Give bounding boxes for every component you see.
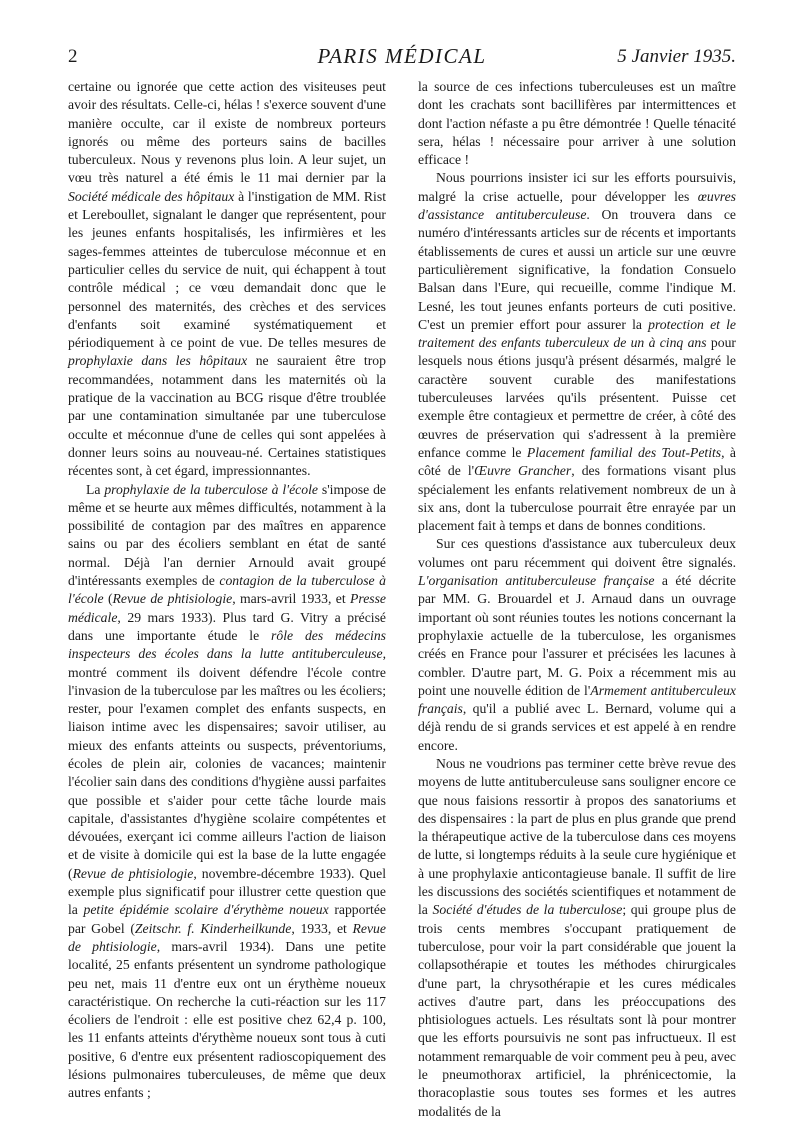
italic-text: œuvres d'assistance antituberculeuse — [418, 188, 736, 223]
text-run: ( — [103, 591, 113, 607]
italic-text: Presse médicale — [68, 591, 386, 625]
italic-text: Société d'études de la tuberculose — [432, 902, 623, 918]
text-run: , des formations visant plus spécialement les enfants relativement nombreux de un à six ans, dont la tuberculose pourrait être enrayée par un placement fait à temps et dans de bonnes conditions. — [418, 463, 736, 534]
italic-text: Placement familial des Tout-Petits — [526, 444, 722, 460]
right-column — [418, 78, 736, 1121]
italic-text: Armement antituberculeux français — [418, 682, 736, 717]
italic-text: Société médicale des hôpitaux — [68, 188, 235, 204]
italic-text: prophylaxie dans les hôpitaux — [68, 353, 248, 369]
text-run: rapportée par Gobel ( — [68, 902, 386, 936]
left-column — [68, 78, 386, 1103]
text-run: La — [86, 481, 105, 497]
italic-text: petite épidémie scolaire d'érythème noueux — [83, 902, 329, 918]
text-run: . On trouvera dans ce numéro d'intéressants articles sur de récents et importants établissements de cures et aussi un article sur une œuvre particulièrement significative, la fondation Consuelo Balsan dans l'Eure, qui recueille, comme l'indique M. Lesné, les tout jeunes enfants porteurs de cuti positive. C'est un premier effort pour assurer la — [418, 207, 736, 332]
paragraph — [418, 78, 736, 169]
italic-text: L'organisation antituberculeuse française — [418, 573, 655, 589]
text-run: Nous pourrions insister ici sur les efforts poursuivis, malgré la crise actuelle, pour développer les — [418, 170, 736, 204]
paragraph — [418, 535, 736, 755]
text-run: ; qui groupe plus de trois cents membres s'occupant pratiquement de tuberculose, pour voir la part considérable que jouent la collapsothérapie et toutes les méthodes chirurgicales d'une part, la chrysothérapie et les cures médicales actives d'autre part, dans les préoccupations des phtisiologues actuels. Les résultats sont là pour montrer que les efforts poursuivis ne sont pas infructueux. Il est notamment remarquable de voir comment peu à peu, avec le pneumothorax artificiel, la phrénicectomie, la thoracoplastie sous toutes ses formes et les autres modalités de la — [418, 902, 736, 1119]
text-run: , 29 mars 1933). Plus tard G. Vitry a précisé dans une importante étude le — [68, 609, 386, 643]
paragraph — [68, 78, 386, 481]
issue-date: 5 Janvier 1935. — [617, 46, 736, 67]
paragraph — [418, 169, 736, 535]
text-run: ne sauraient être trop recommandées, notamment dans les maternités où la pratique de la vaccination au BCG risque d'être troublée par une contamination simultanée par une tuberculose occulte et méconnue d'une de celles qui sont appelées à donner leurs soins au nouveau-né. Certaines statistiques récentes sont, à cet égard, impressionnantes. — [68, 353, 386, 479]
text-run: la source de ces infections tuberculeuses est un maître dont les crachats sont bacillifères par intermittences et dont l'action néfaste a pu être démontrée ! Quelle ténacité sera, hélas ! nécessaire pour arriver à une solution efficace ! — [418, 79, 736, 168]
text-run: , novembre-décembre 1933). Quel exemple plus significatif pour illustrer cette question que la — [68, 865, 387, 918]
italic-text: Revue de phtisiologie — [72, 865, 194, 881]
page-header — [68, 44, 736, 70]
italic-text: protection et le traitement des enfants tuberculeux de un à cinq ans — [418, 316, 736, 351]
text-run: à l'instigation de MM. Rist et Lereboullet, signalant le danger que représentent, pour les jeunes enfants hospitalisés, les infirmières et les sages-femmes atteintes de tuberculose méconnue et en particulier celles du service de nuit, qui échappent à tout contrôle médical ; ce vœu demandait donc que le personnel des maternités, des crèches et des services d'enfants soit examiné systématiquement et périodiquement à ce point de vue. De telles mesures de — [68, 188, 386, 351]
paragraph — [68, 481, 386, 1103]
italic-text: contagion de la tuberculose à l'école — [68, 573, 386, 607]
text-run: s'impose de même et se heurte aux mêmes difficultés, notamment à la possibilité de contagion par des maîtres en apparence sains ou par des écoliers semblant en état de santé normal. Déjà l'an dernier Arnould avait groupé d'intéressants exemples de — [68, 481, 387, 589]
text-run: a été décrite par MM. G. Brouardel et J. Arnaud dans un ouvrage important où sont réunies toutes les notions concernant la prophylaxie actuelle de la tuberculose, les organismes créés en France pour l'assurer et précisées les lacunes à combler. D'autre part, M. G. Poix a récemment mis au point une nouvelle édition de l' — [418, 573, 736, 698]
text-run: , montré comment ils doivent défendre l'école contre l'invasion de la tuberculose par les maîtres ou les écoliers; rester, pour l'examen complet des enfants suspects, en liaison intime avec les dispensaires; savoir utiliser, au mieux des enfants atteints ou suspects, préventoriums, écoles de plein air, colonies de vacances; maintenir l'écolier sain dans des conditions d'hygiène aussi parfaites que possible et s'aider pour cette tâche lourde mais capitale, d'assistantes d'hygiène scolaire compétentes et dévouées, exerçant ici comme ailleurs l'action de liaison et de visite à domicile qui est la base de la lutte engagée ( — [68, 646, 386, 881]
italic-text: rôle des médecins inspecteurs des écoles dans la lutte antituberculeuse — [68, 627, 386, 662]
text-run: pour lesquels nous étions jusqu'à présent désarmés, malgré le caractère souvent curable des manifestations tuberculeuses larvées qu'ils présentent. Puisse cet exemple être contagieux et permettre de créer, à côté des œuvres de préservation qui s'adressent à la première enfance comme le — [418, 335, 736, 460]
page-number: 2 — [68, 46, 78, 67]
italic-text: prophylaxie de la tuberculose à l'école — [104, 481, 318, 497]
italic-text: Revue de phtisiologie — [112, 591, 233, 607]
text-run: certaine ou ignorée que cette action des visiteuses peut avoir des résultats. Celle-ci, hélas ! s'exerce souvent d'une manière occulte, car il existe de nombreux porteurs ignorés ou même des porteurs sains de bacilles tuberculeux. Nous y revenons plus loin. A leur sujet, un vœu très naturel a été émis le 11 mai dernier par la — [68, 79, 386, 186]
paragraph — [418, 755, 736, 1121]
text-run: , mars-avril 1933, et — [232, 591, 351, 607]
text-run: , 1933, et — [291, 920, 353, 936]
text-run: Nous ne voudrions pas terminer cette brève revue des moyens de lutte antituberculeuse sans souligner encore ce que nous faisions ressortir à propos des sanatoriums et des dispensaires : la part de plus en plus grande que prend la thérapeutique active de la tuberculose dans ces moyens de lutte, si longtemps réduits à la seule cure hygiénique et à une prophylaxie anticontagieuse banale. Il suffit de lire les discussions des sociétés scientifiques et notamment de la — [418, 755, 736, 918]
text-run: Sur ces questions d'assistance aux tuberculeux deux volumes ont paru récemment qui doivent être signalés. — [418, 536, 736, 570]
journal-title: PARIS MÉDICAL — [317, 44, 487, 68]
italic-text: Œuvre Grancher — [474, 463, 572, 479]
text-run: , mars-avril 1934). Dans une petite localité, 25 enfants présentent un syndrome pathologique peu net, mais 11 d'entre eux ont un érythème noueux caractéristique. On recherche la cuti-réaction sur les 117 écoliers de l'endroit : elle est positive chez 62,4 p. 100, les 11 enfants atteints d'érythème noueux sont tous à cuti positive, 6 d'entre eux présentent radioscopiquement des lésions pulmonaires tuberculeuses, de même que deux autres enfants ; — [68, 938, 386, 1101]
text-run: , à côté de l' — [418, 444, 737, 479]
italic-text: Zeitschr. f. Kinderheilkunde — [134, 920, 292, 936]
italic-text: Revue de phtisiologie — [68, 920, 386, 954]
text-run: , qu'il a publié avec L. Bernard, volume qui a déjà rendu de si grands services et est appelé à en rendre encore. — [418, 701, 736, 753]
